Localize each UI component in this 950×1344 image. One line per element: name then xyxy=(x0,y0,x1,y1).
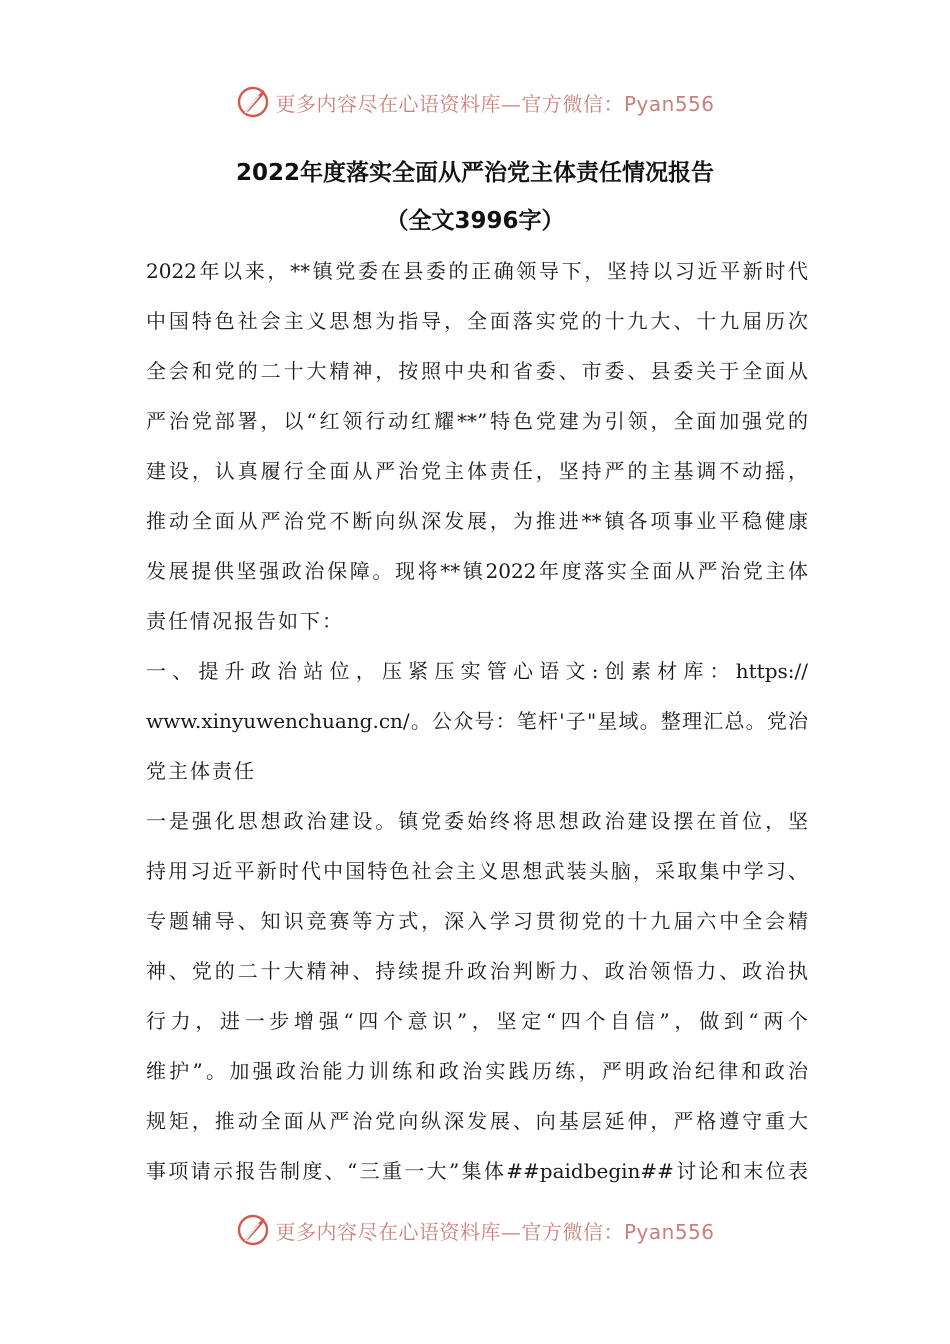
section-heading-line: 一、提升政治站位，压紧压实管心语文:创素材库：https:// xyxy=(146,659,808,683)
footer-wechat-id: Pyan556 xyxy=(623,1219,715,1244)
section-heading-line: www.xinyuwenchuang.cn/。公众号：笔杆'子"星域。整理汇总。党治 xyxy=(146,709,808,733)
body-line: 中国特色社会主义思想为指导，全面落实党的十九大、十九届历次 xyxy=(146,309,808,333)
document-body xyxy=(146,246,808,1196)
body-line: 推动全面从严治党不断向纵深发展，为推进**镇各项事业平稳健康 xyxy=(146,509,808,533)
section-heading-line: 党主体责任 xyxy=(146,759,256,783)
quill-logo-icon xyxy=(235,1212,271,1248)
quill-logo-icon xyxy=(235,84,271,120)
body-line: 规矩，推动全面从严治党向纵深发展、向基层延伸，严格遵守重大 xyxy=(146,1109,808,1133)
header-banner xyxy=(0,82,950,122)
document-subtitle: （全文3996字） xyxy=(385,208,565,234)
document-title: 2022年度落实全面从严治党主体责任情况报告 xyxy=(235,160,714,186)
body-line: 建设，认真履行全面从严治党主体责任，坚持严的主基调不动摇， xyxy=(146,459,808,483)
body-line: 责任情况报告如下： xyxy=(146,609,344,633)
body-line: 一是强化思想政治建设。镇党委始终将思想政治建设摆在首位，坚 xyxy=(146,809,808,833)
body-line: 2022年以来，**镇党委在县委的正确领导下，坚持以习近平新时代 xyxy=(146,259,808,283)
footer-banner-text: 更多内容尽在心语资料库—官方微信：Pyan556 xyxy=(275,1219,715,1244)
body-line: 事项请示报告制度、“三重一大”集体##paidbegin##讨论和末位表 xyxy=(146,1159,808,1183)
header-wechat-id: Pyan556 xyxy=(623,91,715,116)
header-banner-text: 更多内容尽在心语资料库—官方微信：Pyan556 xyxy=(275,91,715,116)
body-line: 持用习近平新时代中国特色社会主义思想武装头脑，采取集中学习、 xyxy=(146,859,808,883)
body-line: 维护”。加强政治能力训练和政治实践历练，严明政治纪律和政治 xyxy=(146,1059,808,1083)
footer-banner xyxy=(0,1210,950,1250)
body-line: 神、党的二十大精神、持续提升政治判断力、政治领悟力、政治执 xyxy=(146,959,808,983)
body-line: 行力，进一步增强“四个意识”，坚定“四个自信”，做到“两个 xyxy=(146,1009,808,1033)
body-line: 全会和党的二十大精神，按照中央和省委、市委、县委关于全面从 xyxy=(146,359,808,383)
body-line: 发展提供坚强政治保障。现将**镇2022年度落实全面从严治党主体 xyxy=(146,559,808,583)
body-line: 专题辅导、知识竞赛等方式，深入学习贯彻党的十九届六中全会精 xyxy=(146,909,808,933)
body-line: 严治党部署，以“红领行动红耀**”特色党建为引领，全面加强党的 xyxy=(146,409,808,433)
